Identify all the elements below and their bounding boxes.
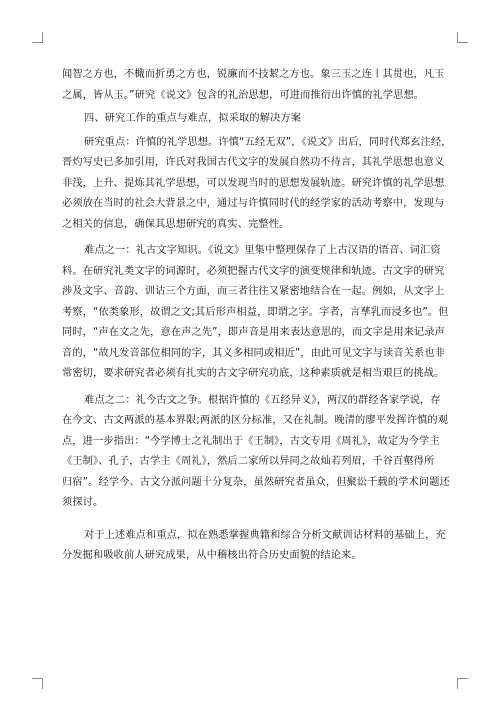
document-body [62, 65, 452, 567]
text-line: 涉及文字、音韵、训诂三个方面，而三者往往又紧密地结合在一起。例如，从文字上 [62, 286, 445, 297]
paragraph-continuation [62, 65, 445, 106]
text-line: 《王制》、孔子，古学主《周礼》，然后二家所以异同之故灿若列眉，千谷百壑得所 [62, 456, 435, 467]
text-line: 考察，“依类象形，故谓之文;其后形声相益，即谓之字。字者，言孳乳而浸多也”。但 [62, 306, 449, 318]
text-line: 归宿”。经学今、古文分派问题十分复杂，虽然研究者虽众，但聚讼千载的学术问题还 [62, 476, 450, 488]
text-line: 在今文、古文两派的基本界限;两派的区分标准，又在礼制。晚清的廖平发挥许慎的观 [62, 415, 449, 426]
paragraph-research-focus [62, 133, 452, 236]
text-line: 音的，“故凡发音部位相同的字，其义多相同或相近”，由此可见文字与读音关系也非 [62, 347, 446, 359]
section-heading [62, 109, 440, 130]
text-line: 难点之一：礼古文字知识。《说文》里集中整理保存了上古汉语的语音、词汇资 [84, 245, 441, 256]
paragraph-approach [62, 526, 446, 567]
text-line: 之属，皆从玉。”研究《说文》包含的礼治思想，可进而推衍出许慎的礼学思想。 [62, 89, 425, 101]
paragraph-difficulty-one [62, 241, 449, 385]
text-line: 之相关的信息，确保其思想研究的真实、完整性。 [62, 218, 290, 230]
text-line: 闻智之方也，不檝而折勇之方也，锐廉而不技絜之方也。象三玉之连丨其贯也，凡玉 [62, 69, 445, 80]
crop-mark-bottom-left [32, 678, 43, 689]
text-line: 必须放在当时的社会大背景之中，通过与许慎同时代的经学家的活动考察中，发现与 [62, 198, 445, 209]
section-heading-text: 四、研究工作的重点与难点，拟采取的解决方案 [84, 113, 302, 124]
text-line: 点，进一步指出：“今学博士之礼制出于《王制》，古文专用《周礼》，故定为今学主 [62, 435, 440, 447]
text-line: 难点之二：礼今古文之争。根据许慎的《五经异义》，两汉的群经各家学说，存 [84, 394, 441, 406]
text-line: 同时，“声在文之先，意在声之先”，即声音是用来表达意思的，而文字是用来记录声 [62, 327, 446, 338]
text-line: 须探讨。 [62, 497, 104, 508]
text-line: 常密切，要求研究者必须有扎实的古文字研究功底，这种素质就是相当艰巨的挑战。 [62, 368, 445, 379]
paragraph-difficulty-two [62, 391, 450, 514]
text-line: 非浅，上升、提炼其礼学思想，可以发现当时的思想发展轨迹。研究许慎的礼学思想 [62, 177, 445, 189]
text-line: 晋灼写史已多加引用，许氏对我国古代文字的发展自然功不待言，其礼学思想也意义 [62, 157, 445, 168]
crop-mark-top-right [457, 32, 468, 43]
crop-mark-top-left [32, 32, 43, 43]
text-line: 分发掘和吸收前人研究成果，从中稽核出符合历史面貌的结论来。 [62, 550, 362, 561]
crop-mark-bottom-right [457, 678, 468, 689]
text-line: 对于上述难点和重点，拟在熟悉掌握典籍和综合分析文献训诂材料的基础上，充 [84, 529, 446, 541]
text-line: 研究重点：许慎的礼学思想。许慎“五经无双”，《说文》出后，同时代郑玄注经， [84, 136, 452, 148]
text-line: 料。在研究礼类文字的词源时，必须把握古代文字的演变规律和轨迹。古文字的研究 [62, 265, 445, 277]
